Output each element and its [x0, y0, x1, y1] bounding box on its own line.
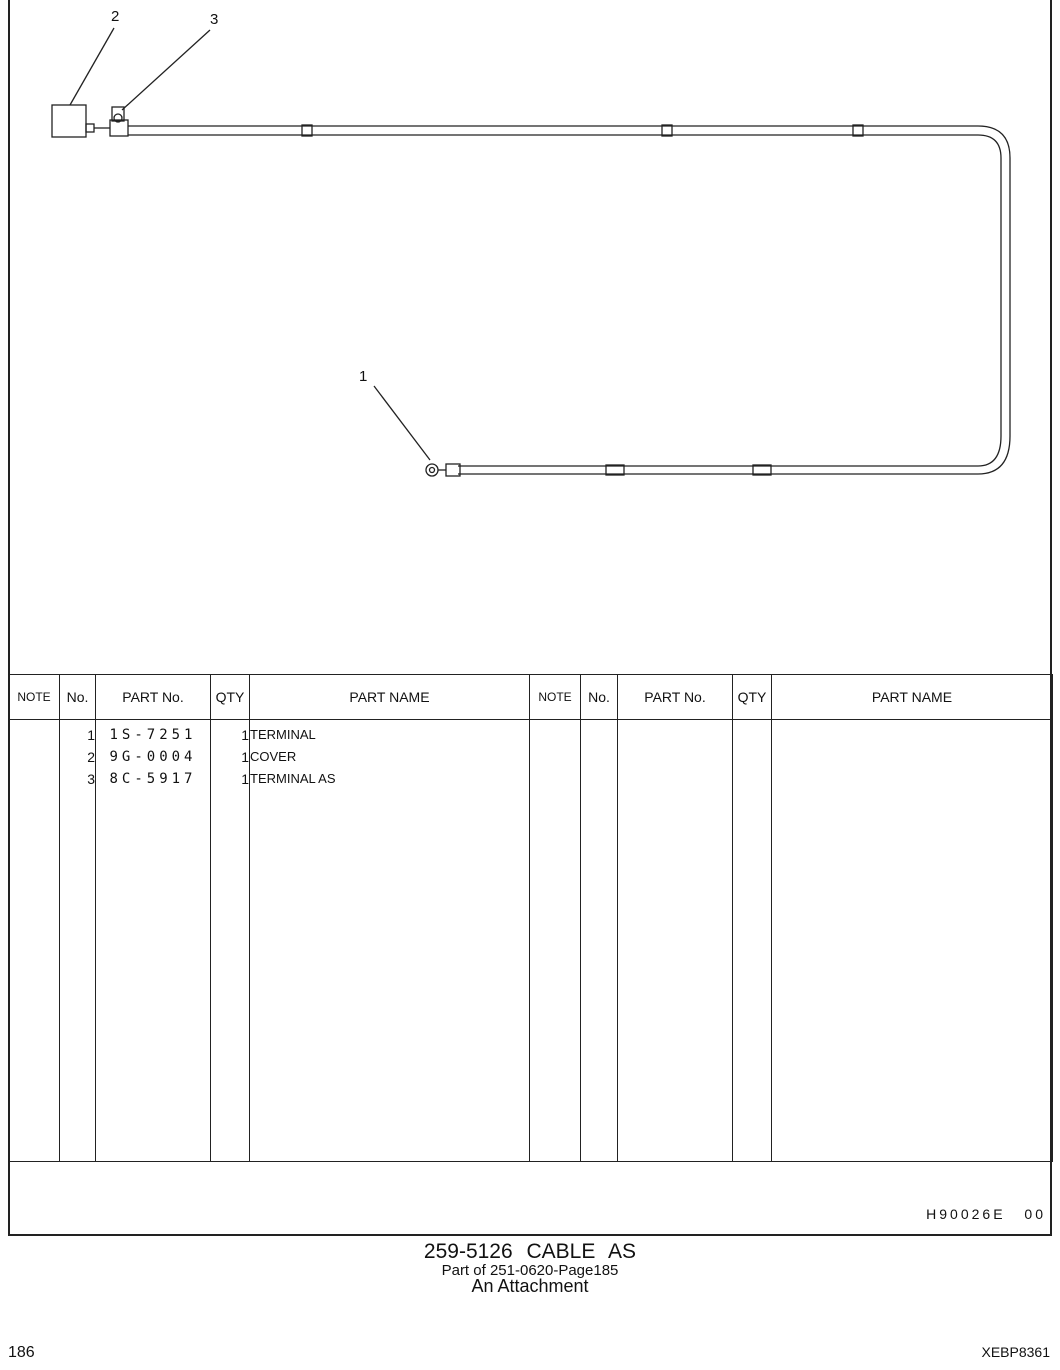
callout-1: 1	[359, 368, 368, 385]
row-1-qty: 1	[241, 727, 249, 743]
row-2-part-no: 9G-0004	[109, 749, 197, 765]
header-qty: QTY	[211, 675, 250, 720]
cable-assembly-drawing	[10, 0, 1054, 676]
row-3-no: 3	[87, 771, 95, 787]
no-column	[60, 720, 96, 1162]
header-no: No.	[60, 675, 96, 720]
row-3-part-no: 8C-5917	[109, 771, 197, 787]
drawing-code: H90026E 00	[926, 1206, 1046, 1222]
row-1-name: TERMINAL	[250, 727, 316, 742]
page-title: 259-5126 CABLE AS	[423, 1240, 637, 1263]
page-number: 186	[8, 1344, 35, 1361]
row-3-name: TERMINAL AS	[250, 771, 336, 786]
book-id: XEBP8361	[981, 1344, 1050, 1360]
callout-3: 3	[210, 11, 219, 28]
page-subtitle-attachment: An Attachment	[471, 1276, 589, 1296]
row-1-part-no: 1S-7251	[109, 727, 197, 743]
leader-line-2	[70, 28, 114, 105]
qty-column-right	[733, 720, 772, 1162]
part-no-column	[96, 720, 211, 1162]
callout-2: 2	[111, 8, 120, 25]
part-name-column	[250, 720, 530, 1162]
header-note-right: NOTE	[530, 675, 581, 720]
header-part-no: PART No.	[96, 675, 211, 720]
header-no-right: No.	[581, 675, 618, 720]
row-2-qty: 1	[241, 749, 249, 765]
header-part-name: PART NAME	[250, 675, 530, 720]
parts-list-table	[8, 674, 1053, 1162]
row-2-no: 2	[87, 749, 95, 765]
cover-shape	[52, 105, 86, 137]
row-1-no: 1	[87, 727, 95, 743]
page-subtitle: Part of 251-0620-Page185	[441, 1262, 619, 1279]
qty-column	[211, 720, 250, 1162]
note-column-right	[530, 720, 581, 1162]
row-2-name: COVER	[250, 749, 297, 764]
table-body-row	[9, 720, 1053, 1162]
table-header-row	[9, 675, 1053, 720]
header-note: NOTE	[9, 675, 60, 720]
header-qty-right: QTY	[733, 675, 772, 720]
part-name-column-right	[772, 720, 1053, 1162]
leader-line-3	[122, 30, 210, 110]
leader-line-1	[374, 386, 430, 460]
header-part-no-right: PART No.	[618, 675, 733, 720]
row-3-qty: 1	[241, 771, 249, 787]
no-column-right	[581, 720, 618, 1162]
note-column	[9, 720, 60, 1162]
part-no-column-right	[618, 720, 733, 1162]
header-part-name-right: PART NAME	[772, 675, 1053, 720]
